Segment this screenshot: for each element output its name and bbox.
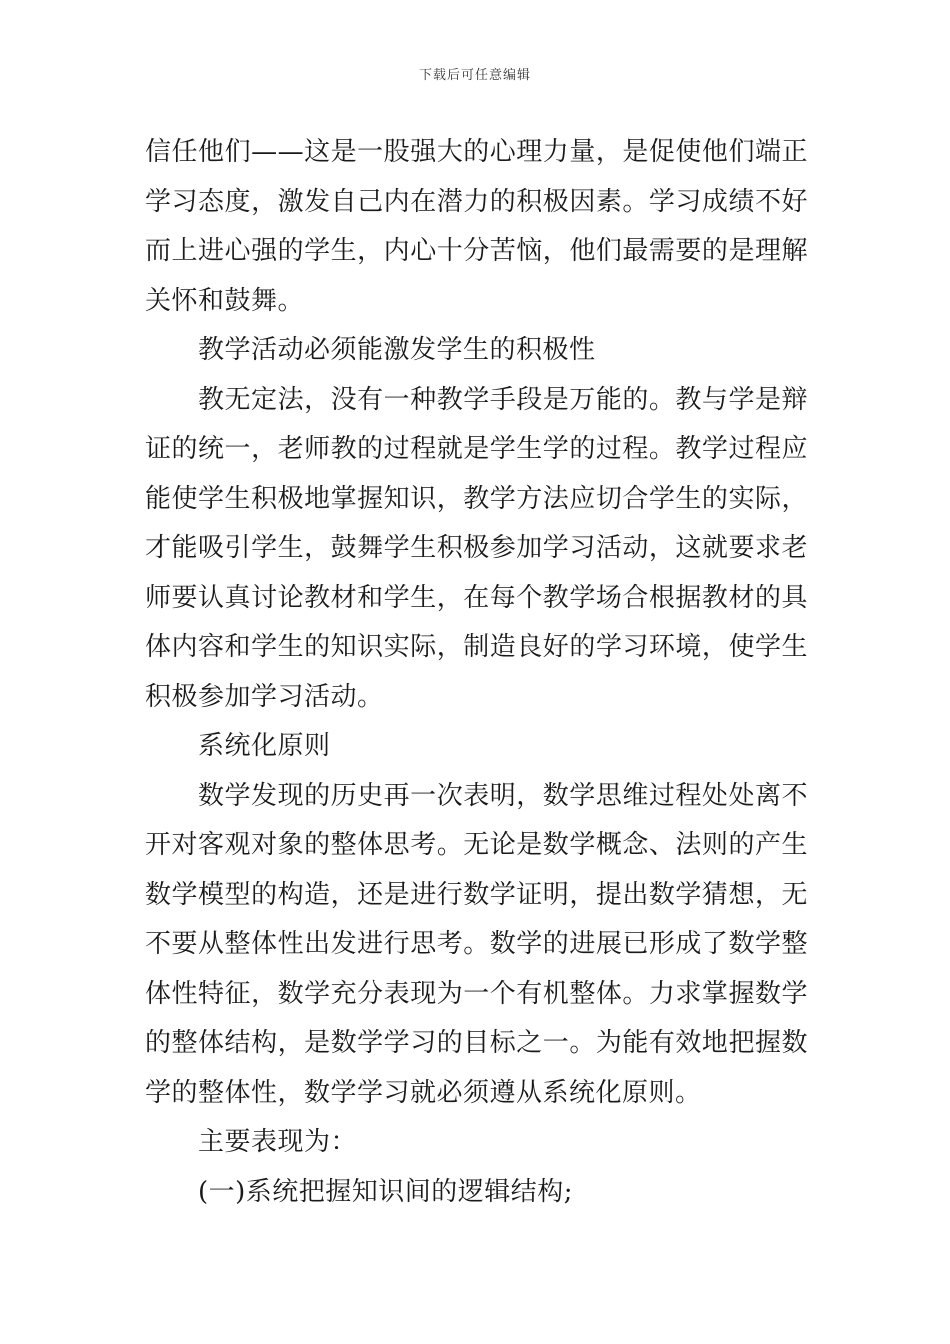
heading-systematic-principle: 系统化原则	[198, 731, 331, 761]
paragraph-math-history: 数学发现的历史再一次表明，数学思维过程处处离不开对客观对象的整体思考。无论是数学概念、法则的产生数学模型的构造，还是进行数学证明，提出数学猜想，无不要从整体性出发进行思考。数学的进展已形成了数学整体性特征，数学充分表现为一个有机整体。力求掌握数学的整体结构，是数学学习的目标之一。为能有效地把握数学的整体性，数学学习就必须遵从系统化原则。	[145, 780, 808, 1108]
document-body	[145, 128, 808, 1217]
list-item-1: (一)系统把握知识间的逻辑结构;	[198, 1176, 574, 1207]
paragraph-teaching-method: 教无定法，没有一种教学手段是万能的。教与学是辩证的统一，老师教的过程就是学生学的过程。教学过程应能使学生积极地掌握知识，教学方法应切合学生的实际，才能吸引学生，鼓舞学生积极参加学习活动，这就要求老师要认真讨论教材和学生，在每个教学场合根据教材的具体内容和学生的知识实际，制造良好的学习环境，使学生积极参加学习活动。	[145, 384, 808, 712]
paragraph-trust: 信任他们——这是一股强大的心理力量，是促使他们端正学习态度，激发自己内在潜力的积极因素。学习成绩不好而上进心强的学生，内心十分苦恼，他们最需要的是理解关怀和鼓舞。	[145, 137, 808, 316]
paragraph-main-manifestation: 主要表现为：	[198, 1127, 358, 1157]
page-header: 下载后可任意编辑	[418, 68, 531, 83]
heading-teaching-activity: 教学活动必须能激发学生的积极性	[198, 335, 596, 365]
